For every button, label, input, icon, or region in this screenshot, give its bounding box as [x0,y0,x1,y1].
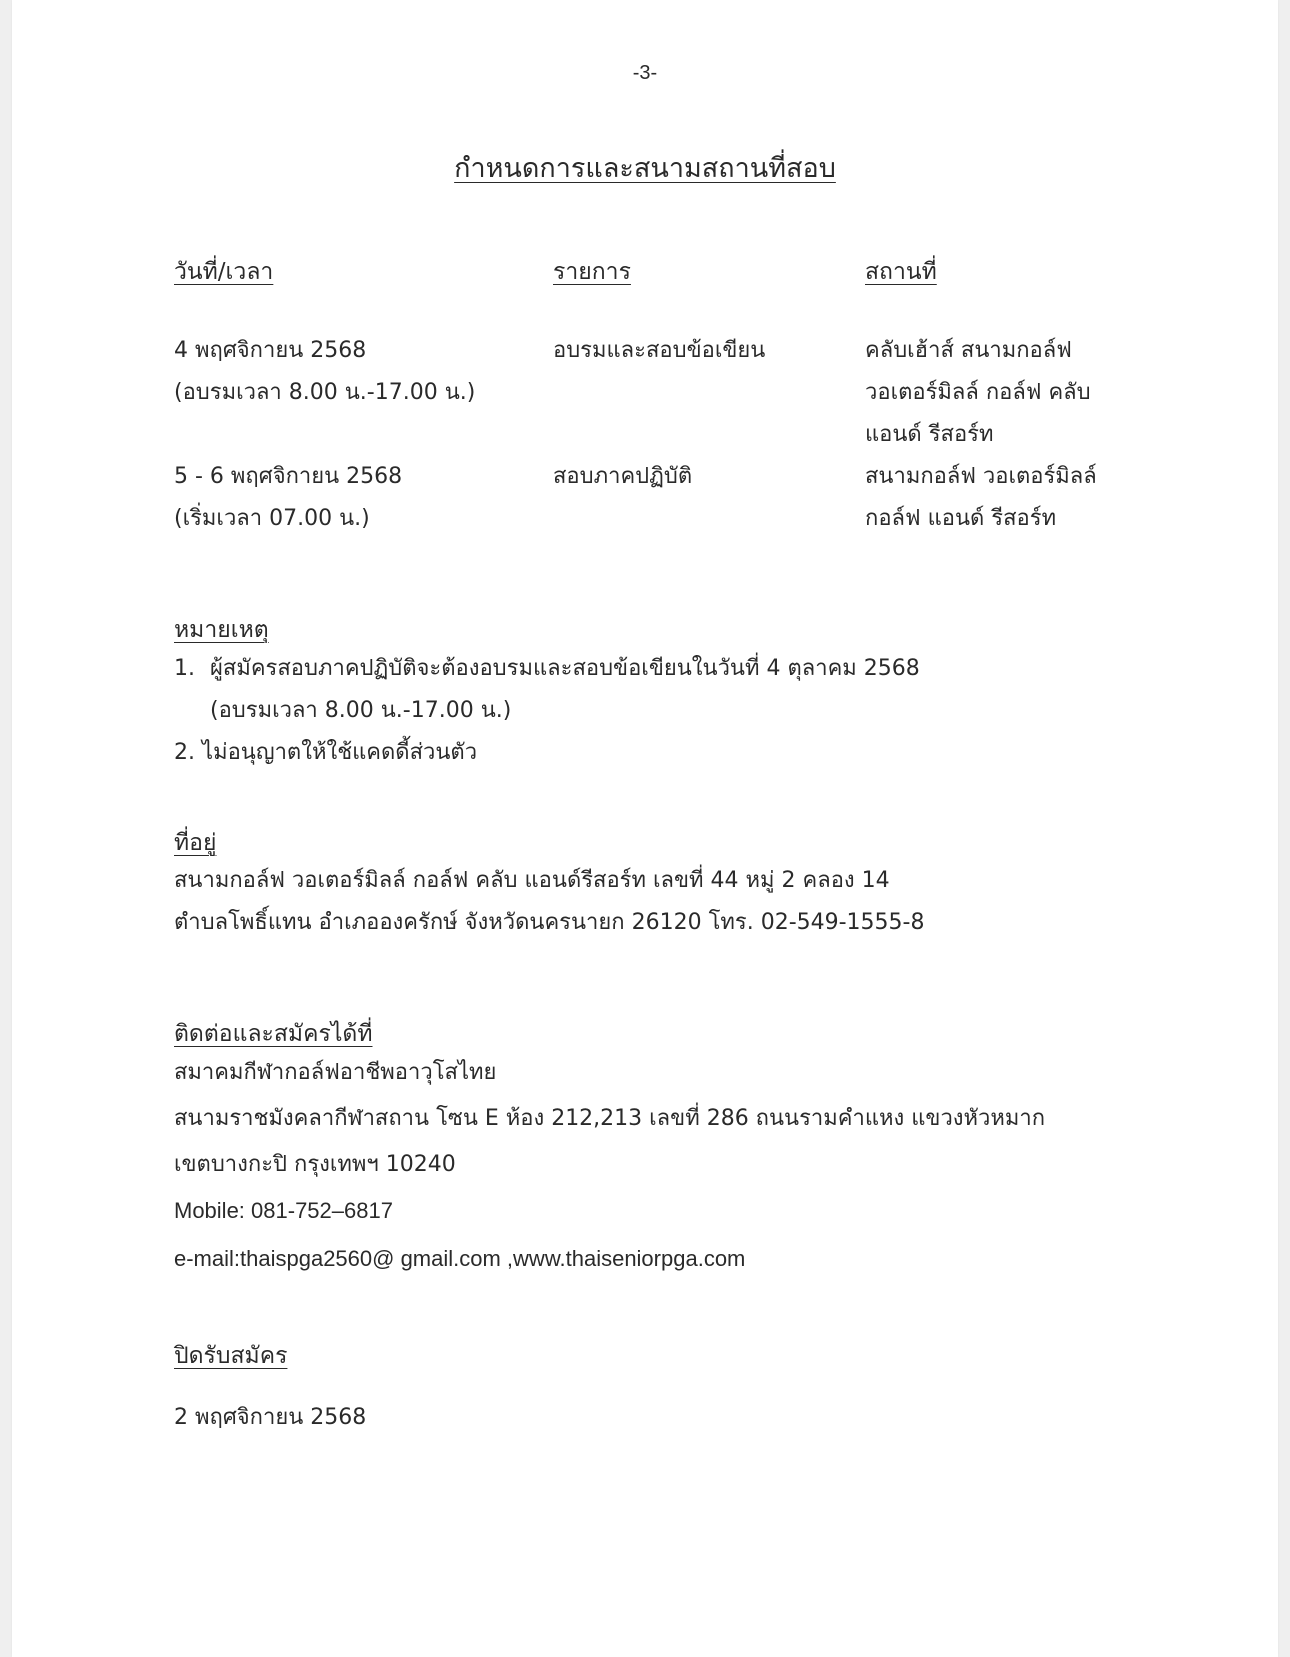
contact-mobile: Mobile: 081-752–6817 [174,1198,393,1223]
schedule-row-2-place [865,456,1097,540]
contact-organization: สมาคมกีฬากอล์ฟอาชีพอาวุโสไทย [174,1060,497,1085]
notes-heading: หมายเหตุ [174,617,269,643]
place-line: แอนด์ รีสอร์ท [865,422,994,447]
date-line: 4 พฤศจิกายน 2568 [174,338,367,363]
contact-email-website[interactable]: e-mail:thaispga2560@ gmail.com ,www.thaiseniorpga.com [174,1246,746,1271]
contact-address-line-1: สนามราชมังคลากีฬาสถาน โซน E ห้อง 212,213 เลขที่ 286 ถนนรามคำแหง แขวงหัวหมาก [174,1106,1046,1131]
note-item-1 [174,648,920,690]
contact-heading: ติดต่อและสมัครได้ที่ [174,1021,373,1047]
address-line: สนามกอล์ฟ วอเตอร์มิลล์ กอล์ฟ คลับ แอนด์รีสอร์ท เลขที่ 44 หมู่ 2 คลอง 14 [174,868,890,893]
address-heading: ที่อยู่ [174,830,217,856]
note-text: ผู้สมัครสอบภาคปฏิบัติจะต้องอบรมและสอบข้อเขียนในวันที่ 4 ตุลาคม 2568 [210,656,920,681]
schedule-header-place: สถานที่ [865,259,937,285]
note-number: 2. [174,740,195,765]
schedule-row-1-place [865,330,1091,456]
schedule-header-item: รายการ [553,259,631,285]
document-title: กำหนดการและสนามสถานที่สอบ [454,153,836,184]
address-block [174,860,924,944]
contact-address-line-2: เขตบางกะปิ กรุงเทพฯ 10240 [174,1152,456,1177]
document-page [12,0,1278,1657]
note-text: ไม่อนุญาตให้ใช้แคดดี้ส่วนตัว [202,740,478,765]
place-line: กอล์ฟ แอนด์ รีสอร์ท [865,506,1057,531]
closing-date: 2 พฤศจิกายน 2568 [174,1405,367,1430]
schedule-row-2-item: สอบภาคปฏิบัติ [553,464,693,489]
time-line: (อบรมเวลา 8.00 น.-17.00 น.) [174,380,476,405]
schedule-row-1-item: อบรมและสอบข้อเขียน [553,338,766,363]
schedule-row-2-date [174,456,402,540]
place-line: สนามกอล์ฟ วอเตอร์มิลล์ [865,464,1097,489]
note-number: 1. [174,656,195,681]
note-item-1-continuation: (อบรมเวลา 8.00 น.-17.00 น.) [210,698,512,723]
schedule-header-date: วันที่/เวลา [174,259,274,285]
place-line: คลับเฮ้าส์ สนามกอล์ฟ [865,338,1072,363]
page-number: -3- [632,62,658,84]
note-item-2 [174,732,477,774]
schedule-row-1-date [174,330,475,414]
time-line: (เริ่มเวลา 07.00 น.) [174,506,370,531]
date-line: 5 - 6 พฤศจิกายน 2568 [174,464,403,489]
closing-heading: ปิดรับสมัคร [174,1343,288,1369]
place-line: วอเตอร์มิลล์ กอล์ฟ คลับ [865,380,1091,405]
address-line: ตำบลโพธิ์แทน อำเภอองครักษ์ จังหวัดนครนายก 26120 โทร. 02-549-1555-8 [174,910,925,935]
